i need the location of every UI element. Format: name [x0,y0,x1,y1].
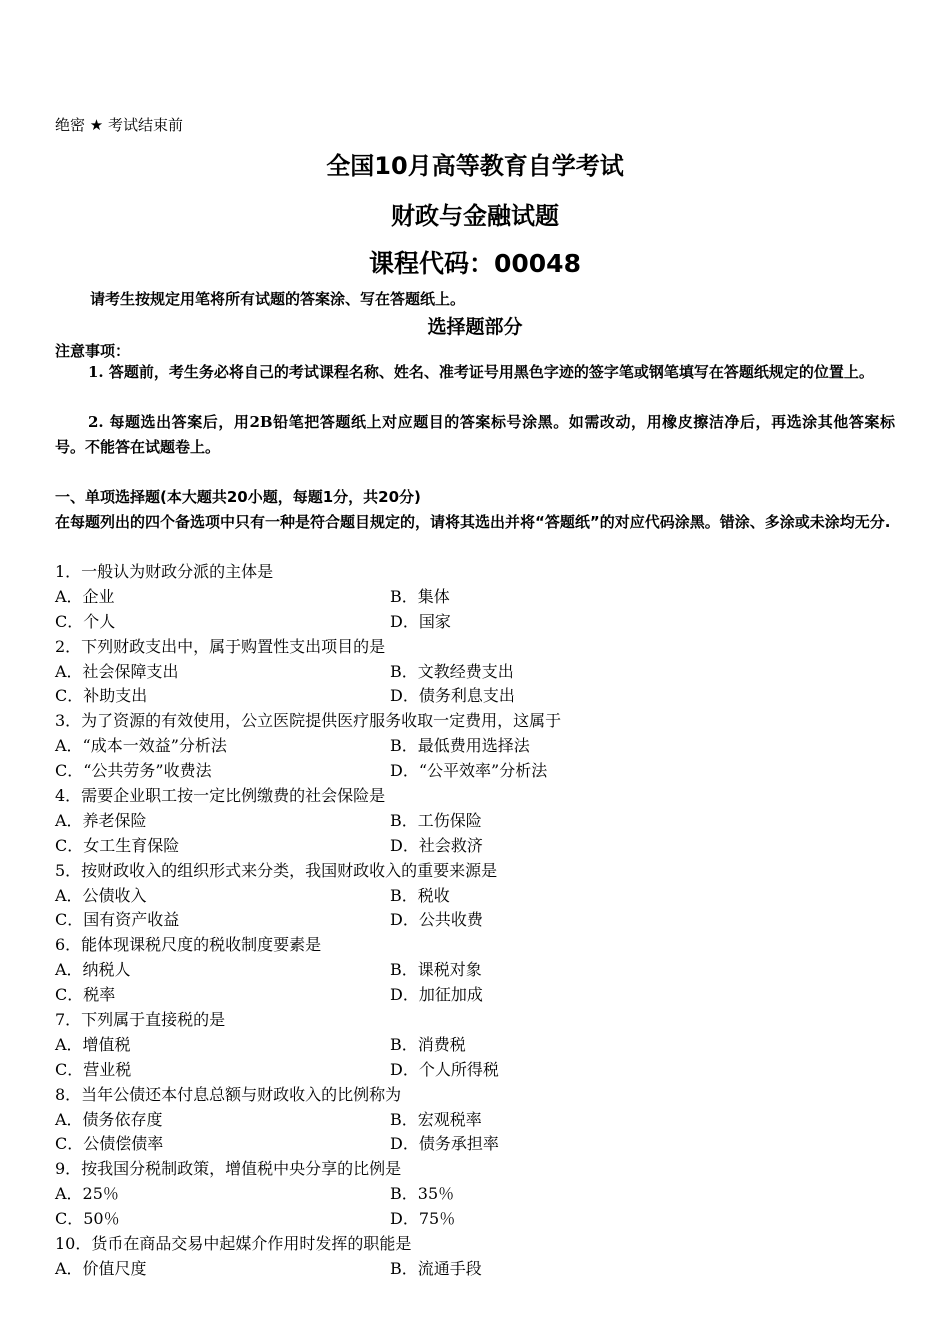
question-stem: 10．货币在商品交易中起媒介作用时发挥的职能是 [55,1234,412,1254]
option: A．价值尺度 [55,1258,147,1278]
question-stem: 1．一般认为财政分派的主体是 [55,562,274,581]
question-stem: 7．下列属于直接税的是 [55,1010,226,1030]
option-row [55,684,915,709]
option: A．增值税 [55,1034,131,1054]
option: B．宏观税率 [390,1109,482,1129]
option: B．最低费用选择法 [390,736,530,756]
secret-mark: 绝密 ★ 考试结束前 [55,116,183,134]
option: D．公共收费 [390,910,483,930]
option: B．课税对象 [390,960,482,980]
option-row [55,734,915,759]
option: D．债务承担率 [390,1134,499,1154]
option-row [55,1033,915,1058]
option-row [55,809,915,834]
section-instruction: 在每题列出的四个备选项中只有一种是符合题目规定的，请将其选出并将“答题纸”的对应代码涂黑。错涂、多涂或未涂均无分. [55,513,891,531]
option: C．税率 [55,985,116,1005]
note-item: 1. 答题前，考生务必将自己的考试课程名称、姓名、准考证号用黑色字迹的签字笔或钢笔填写在答题纸规定的位置上。 [88,363,874,381]
option-row [55,1058,915,1083]
option-row [55,1108,915,1133]
option: B．工伤保险 [390,810,482,830]
option-row [55,1182,915,1207]
answer-instruction: 请考生按规定用笔将所有试题的答案涂、写在答题纸上。 [90,290,466,308]
question-stem: 9．按我国分税制政策，增值税中央分享的比例是 [55,1159,402,1179]
option: D．75％ [390,1209,456,1229]
option-row [55,884,915,909]
option: A．企业 [55,586,115,606]
option-row [55,1207,915,1232]
question-stem: 3．为了资源的有效使用，公立医院提供医疗服务收取一定费用，这属于 [55,711,562,731]
question-stem: 2．下列财政支出中，属于购置性支出项目的是 [55,636,386,656]
option: B．文教经费支出 [390,661,514,681]
option: B．流通手段 [390,1258,482,1278]
option: C．50％ [55,1209,120,1229]
course-code: 课程代码：00048 [369,249,581,278]
option: C．公债偿债率 [55,1134,164,1154]
option-row [55,958,915,983]
option: A．纳税人 [55,960,131,980]
notes-title: 注意事项： [55,342,131,360]
option: C．“公共劳务”收费法 [55,761,212,781]
option-row [55,759,915,784]
option: A．债务依存度 [55,1109,163,1129]
option-row [55,1132,915,1157]
option-row [55,834,915,859]
option: D．社会救济 [390,835,483,855]
question-stem: 6．能体现课税尺度的税收制度要素是 [55,935,322,955]
option: A．25％ [55,1184,119,1204]
option: C．补助支出 [55,686,148,706]
part-title: 选择题部分 [427,316,523,338]
option-row [55,585,915,610]
option-row [55,610,915,635]
option: C．女工生育保险 [55,835,180,855]
section-heading: 一、单项选择题(本大题共20小题，每题1分，共20分) [55,488,421,506]
option-row [55,1257,915,1282]
option: A．养老保险 [55,810,147,830]
question-stem: 5．按财政收入的组织形式来分类，我国财政收入的重要来源是 [55,860,498,880]
option: A．“成本一效益”分析法 [55,736,227,756]
option: A．社会保障支出 [55,661,179,681]
question-stem: 8．当年公债还本付息总额与财政收入的比例称为 [55,1084,402,1104]
option-row [55,908,915,933]
question-list [55,560,915,1282]
exam-title: 全国10月高等教育自学考试 [326,152,624,180]
option: A．公债收入 [55,885,147,905]
option: D．个人所得税 [390,1059,499,1079]
option-row [55,660,915,685]
option: B．税收 [390,885,450,905]
option: D．加征加成 [390,985,483,1005]
option: B．35％ [390,1184,455,1204]
option: D．债务利息支出 [390,686,515,706]
option: D．“公平效率”分析法 [390,761,548,781]
option: C．国有资产收益 [55,910,180,930]
option: C．营业税 [55,1059,132,1079]
question-stem: 4．需要企业职工按一定比例缴费的社会保险是 [55,786,386,806]
note-item: 2. 每题选出答案后，用2B铅笔把答题纸上对应题目的答案标号涂黑。如需改动，用橡皮擦洁净后，再选涂其他答案标号。不能答在试题卷上。 [55,413,895,456]
subject-title: 财政与金融试题 [391,202,559,230]
option-row [55,983,915,1008]
option: B．集体 [390,586,450,606]
option: D．国家 [390,611,451,631]
option: C．个人 [55,611,116,631]
option: B．消费税 [390,1034,466,1054]
